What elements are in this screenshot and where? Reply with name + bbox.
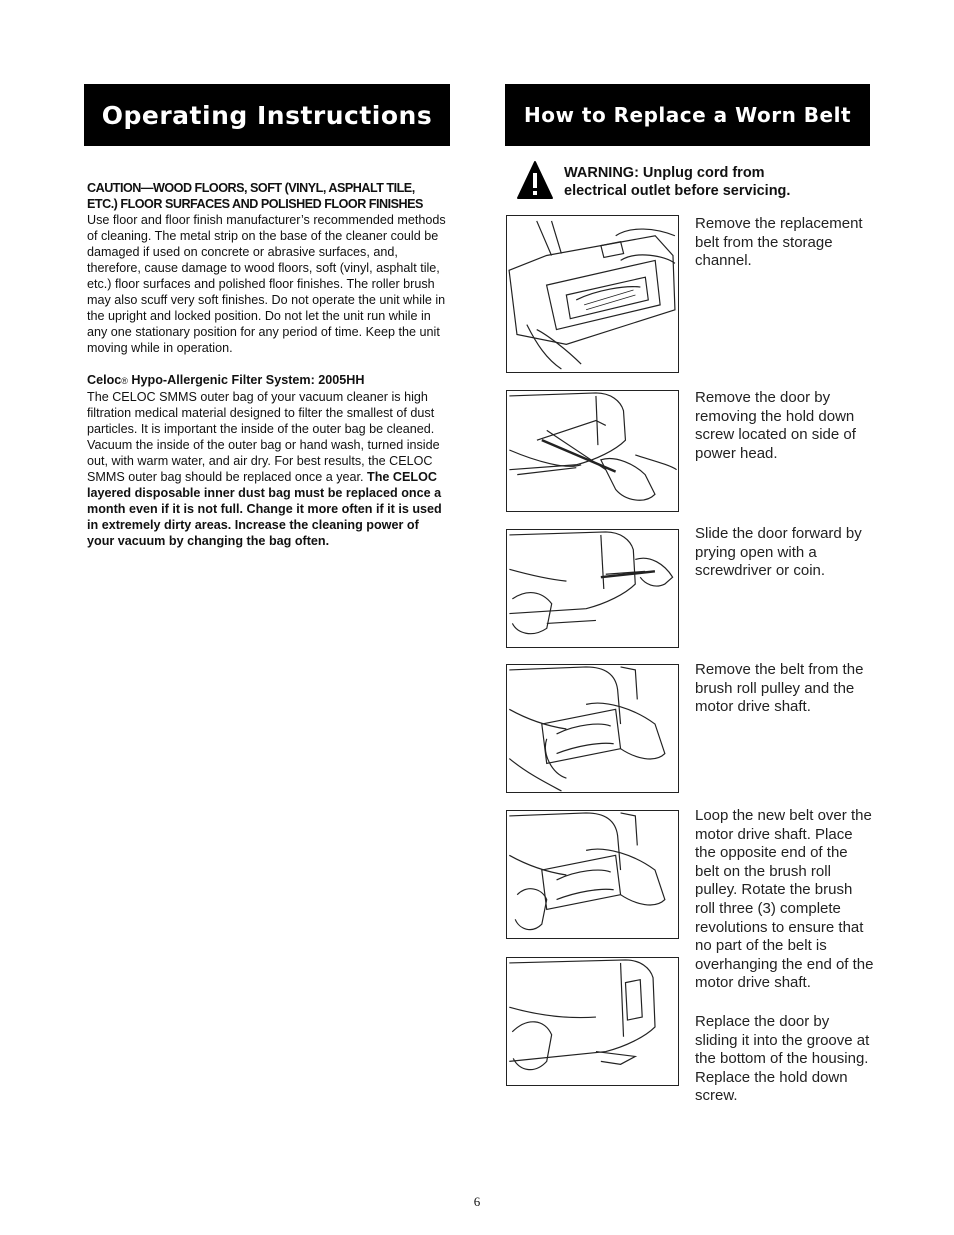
step4-illustration	[506, 664, 679, 793]
step4-text: Remove the belt from the brush roll pulley and the motor drive shaft.	[695, 661, 864, 716]
filter-heading	[87, 372, 449, 389]
warning-line2: electrical outlet before servicing.	[564, 183, 791, 199]
caution-heading-line2: ETC.) FLOOR SURFACES AND POLISHED FLOOR FINISHES	[87, 197, 423, 211]
step1-text: Remove the replacement belt from the storage channel.	[695, 215, 863, 270]
warning-triangle-icon	[516, 160, 554, 200]
step6-text: Replace the door by sliding it into the groove at the bottom of the housing. Replace the hold down screw.	[695, 1013, 870, 1105]
step1-illustration	[506, 215, 679, 373]
door-prying-icon	[507, 530, 678, 647]
filter-heading-rest: Hypo-Allergenic Filter System: 2005HH	[127, 373, 365, 387]
filter-body-normal: The CELOC SMMS outer bag of your vacuum cleaner is high filtration medical material designed to filter the smallest of dust particles. It is important the inside of the outer bag be cleaned. Vacuum the inside of the outer bag or hand wash, turned inside out, with warm water, and air dry. For best results, the CELOC SMMS outer bag should be replaced once a year.	[87, 390, 440, 484]
replace-belt-banner: How to Replace a Worn Belt	[505, 84, 870, 146]
vacuum-storage-channel-icon	[507, 216, 678, 372]
page-number: 6	[473, 1194, 481, 1209]
step2-text: Remove the door by removing the hold down screw located on side of power head.	[695, 389, 856, 462]
left-column	[87, 180, 449, 549]
filter-body-bold: The CELOC layered disposable inner dust bag must be replaced once a month even if it is not full. Change it more often if it is used in extremely dirty areas. Increase the cleaning power of your vacuum by changing the bag often.	[87, 470, 442, 548]
step3-illustration	[506, 529, 679, 648]
step3-text: Slide the door forward by prying open with a screwdriver or coin.	[695, 525, 862, 580]
door-replace-icon	[507, 958, 678, 1085]
caution-body: Use floor and floor finish manufacturer’s recommended methods of cleaning. The metal strip on the base of the cleaner could be damaged if used on concrete or abrasive surfaces, and, therefore, cause damage to wood floors, soft (vinyl, asphalt tile, etc.) floor surfaces and polished floor finishes. The roller brush may also scuff very soft finishes. Do not operate the unit while in the upright and locked position. Do not let the unit run while in any one stationary position for any period of time. Keep the unit moving while in operation.	[87, 213, 446, 355]
caution-heading-line1: CAUTION—WOOD FLOORS, SOFT (VINYL, ASPHALT TILE,	[87, 181, 415, 195]
belt-loop-icon	[507, 811, 678, 938]
warning-line1: WARNING: Unplug cord from	[564, 165, 765, 181]
registered-mark: ®	[121, 376, 128, 386]
step2-illustration	[506, 390, 679, 512]
operating-instructions-banner: Operating Instructions	[84, 84, 450, 146]
filter-body	[87, 389, 449, 549]
warning-notice	[516, 160, 866, 204]
belt-removal-icon	[507, 665, 678, 792]
step5-text: Loop the new belt over the motor drive shaft. Place the opposite end of the belt on the brush roll pulley. Rotate the brush roll three (3) complete revolutions to ensure that no part of the belt is overhanging the end of the motor drive shaft.	[695, 807, 874, 992]
step6-illustration	[506, 957, 679, 1086]
filter-heading-brand: Celoc	[87, 373, 122, 387]
screwdriver-removal-icon	[507, 391, 678, 511]
step5-illustration	[506, 810, 679, 939]
